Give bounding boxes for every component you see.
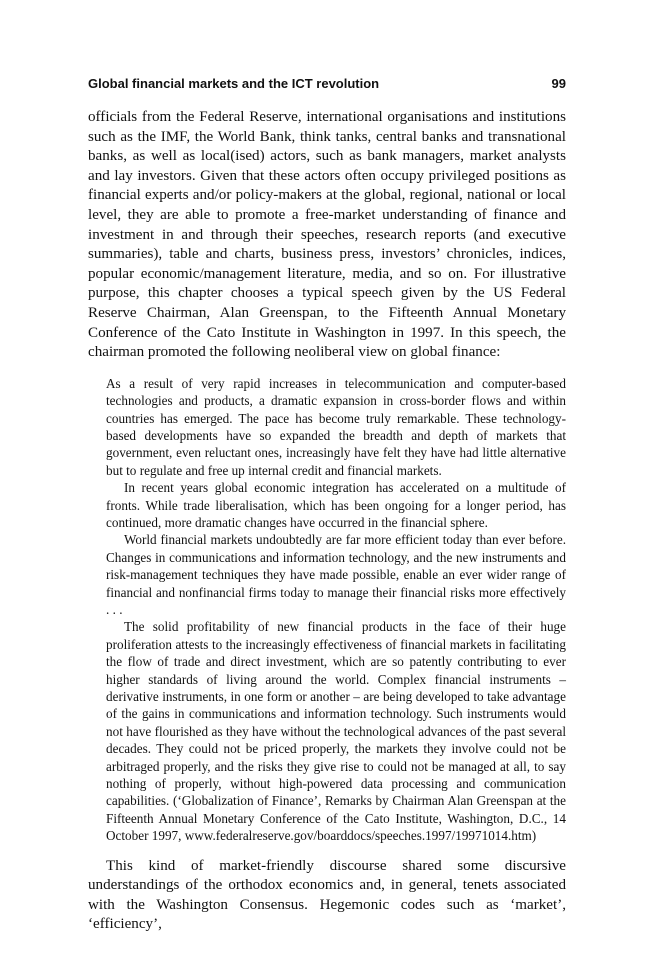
running-header [88, 76, 566, 96]
quote-paragraph: World financial markets undoubtedly are far more efficient today than ever before. Changes in communications and information technology, and the new instruments and risk-management techniques they have made possible, enable an ever wider range of financial and nonfinancial firms today to manage their financial risks more effectively . . . [106, 532, 566, 617]
quote-paragraph: The solid profitability of new financial products in the face of their huge proliferation attests to the increasingly effectiveness of financial markets in facilitating the flow of trade and direct investment, which are so patently contributing to ever higher standards of living around the world. Complex financial instruments – derivative instruments, in one form or another – are being developed to take advantage of the gains in communications and information technology. Such instruments would not have flourished as they have without the technological advances of the past several decades. They could not be priced properly, the markets they involve could not be arbitraged properly, and the risks they give rise to could not be managed at all, to say nothing of properly, without high-powered data processing and communication capabilities. (‘Globalization of Finance’, Remarks by Chairman Alan Greenspan at the Fifteenth Annual Monetary Conference of the Cato Institute, Washington, D.C., 14 October 1997, www.federalreserve.gov/boarddocs/speeches.1997/19971014.htm) [106, 619, 566, 844]
quote-paragraph: As a result of very rapid increases in telecommunication and computer-based technologies and products, a dramatic expansion in cross-border flows and within countries has emerged. The pace has become truly remarkable. These technology-based developments have so expanded the breadth and depth of markets that government, even reluctant ones, increasingly have felt they have had little alternative but to regulate and free up internal credit and financial markets. [106, 375, 566, 478]
body-paragraph: This kind of market-friendly discourse shared some discursive understandings of the orthodox economics and, in general, tenets associated with the Washington Consensus. Hegemonic codes such as ‘market’, ‘efficiency’, [88, 857, 566, 933]
quote-paragraph: In recent years global economic integration has accelerated on a multitude of fronts. While trade liberalisation, which has been ongoing for a longer period, has continued, more dramatic changes have occurred in the financial sphere. [106, 480, 566, 530]
running-title: Global financial markets and the ICT revolution [88, 76, 380, 91]
block-quote [106, 375, 566, 845]
page-number: 99 [551, 76, 566, 91]
book-page [88, 76, 566, 935]
body-paragraph: officials from the Federal Reserve, international organisations and institutions such as the IMF, the World Bank, think tanks, central banks and transnational banks, as well as local(ised) actors, such as bank managers, market analysts and lay investors. Given that these actors often occupy privileged positions as financial experts and/or policy-makers at the global, regional, national or local level, they are able to promote a free-market understanding of finance and investment in and through their speeches, research reports (and executive summaries), table and charts, business press, investors’ chronicles, indices, popular economic/management literature, media, and so on. For illustrative purpose, this chapter chooses a typical speech given by the US Federal Reserve Chairman, Alan Greenspan, to the Fifteenth Annual Monetary Conference of the Cato Institute in Washington in 1997. In this speech, the chairman promoted the following neoliberal view on global finance: [88, 109, 566, 361]
